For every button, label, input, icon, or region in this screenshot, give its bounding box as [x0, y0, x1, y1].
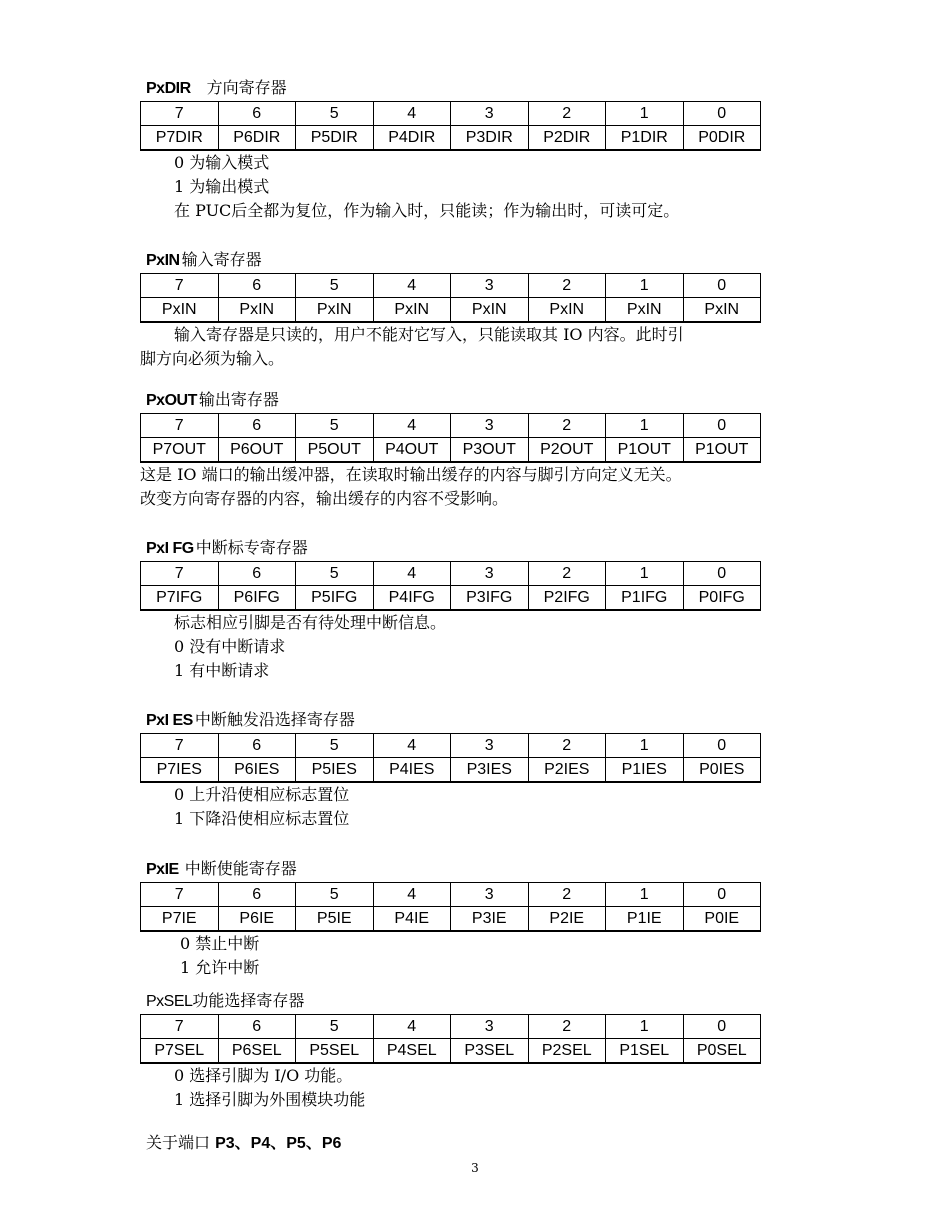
bit-number: 0	[683, 414, 761, 438]
ports-heading	[146, 1132, 341, 1155]
bit-number: 6	[218, 883, 296, 907]
bit-name: P1DIR	[606, 126, 684, 151]
bit-name: P4OUT	[373, 438, 451, 463]
page-number: 3	[471, 1161, 479, 1175]
note-line: 1 下降沿使相应标志置位	[174, 809, 350, 828]
register-section-pxout	[140, 390, 780, 511]
bit-name: P4IFG	[373, 586, 451, 611]
section-heading	[146, 250, 780, 270]
bit-number: 1	[606, 1015, 684, 1039]
bit-number: 3	[451, 274, 529, 298]
register-section-pxie	[140, 859, 780, 980]
bit-number: 7	[141, 274, 219, 298]
paragraph-line: 改变方向寄存器的内容，输出缓存的内容不受影响。	[140, 489, 509, 508]
note-line: 1 为输出模式	[174, 177, 270, 196]
bit-name: P3IE	[451, 907, 529, 932]
bit-number-row	[141, 1015, 761, 1039]
bit-name: P6IFG	[218, 586, 296, 611]
bit-number-row	[141, 883, 761, 907]
bit-number: 3	[451, 1015, 529, 1039]
bit-number: 3	[451, 734, 529, 758]
bit-number: 2	[528, 734, 606, 758]
register-name: PxOUT	[146, 392, 197, 409]
bit-name: P2IFG	[528, 586, 606, 611]
register-section-pxin	[140, 250, 780, 371]
bit-number-row	[141, 734, 761, 758]
bit-name: PxIN	[528, 298, 606, 323]
register-table	[140, 101, 761, 151]
bit-name: P6DIR	[218, 126, 296, 151]
bit-name: P3IES	[451, 758, 529, 783]
bit-number: 3	[451, 414, 529, 438]
bit-number: 2	[528, 562, 606, 586]
bit-number-row	[141, 102, 761, 126]
bit-number: 7	[141, 414, 219, 438]
section-heading	[146, 991, 780, 1011]
bit-number: 7	[141, 562, 219, 586]
bit-name: P1OUT	[606, 438, 684, 463]
paragraph-line: 输入寄存器是只读的，用户不能对它写入，只能读取其 IO 内容。此时引	[174, 325, 684, 344]
bit-name-row	[141, 758, 761, 783]
bit-name: P0SEL	[683, 1039, 761, 1064]
bit-name: P0DIR	[683, 126, 761, 151]
bit-number: 5	[296, 102, 374, 126]
note-line: 0 上升沿使相应标志置位	[174, 785, 350, 804]
bit-name-row	[141, 126, 761, 151]
bit-name: PxIN	[451, 298, 529, 323]
bit-number: 1	[606, 734, 684, 758]
bit-name: P0IE	[683, 907, 761, 932]
section-heading	[146, 78, 780, 98]
bit-name: P7OUT	[141, 438, 219, 463]
bit-number: 0	[683, 274, 761, 298]
bit-name: P6OUT	[218, 438, 296, 463]
section-heading	[146, 538, 780, 558]
bit-name: P1OUT	[683, 438, 761, 463]
bit-name: P7IE	[141, 907, 219, 932]
bit-number: 6	[218, 102, 296, 126]
register-name: PxI FG	[146, 540, 194, 557]
register-section-pxifg	[140, 538, 780, 683]
bit-name: PxIN	[373, 298, 451, 323]
bit-number-row	[141, 562, 761, 586]
bit-name: PxIN	[218, 298, 296, 323]
bit-number: 0	[683, 562, 761, 586]
bit-name: P2OUT	[528, 438, 606, 463]
bit-number-row	[141, 274, 761, 298]
bit-name: P3OUT	[451, 438, 529, 463]
bit-name-row	[141, 1039, 761, 1064]
bit-name: P3DIR	[451, 126, 529, 151]
bit-number: 4	[373, 562, 451, 586]
register-description: 中断触发沿选择寄存器	[194, 710, 355, 729]
bit-name-row	[141, 907, 761, 932]
bit-name: P4DIR	[373, 126, 451, 151]
bit-name: P2IES	[528, 758, 606, 783]
bit-number: 4	[373, 414, 451, 438]
ports-heading-list: P3、P4、P5、P6	[215, 1135, 342, 1152]
note-line: 0 没有中断请求	[174, 637, 286, 656]
bit-number: 1	[606, 562, 684, 586]
note-line: 在 PUC后全都为复位，作为输入时，只能读；作为输出时，可读可定。	[174, 201, 680, 220]
bit-number: 4	[373, 883, 451, 907]
bit-number: 4	[373, 1015, 451, 1039]
register-name: PxDIR	[146, 80, 191, 97]
bit-name: P5DIR	[296, 126, 374, 151]
bit-number: 5	[296, 883, 374, 907]
bit-number: 7	[141, 734, 219, 758]
bit-number: 6	[218, 734, 296, 758]
bit-number: 1	[606, 414, 684, 438]
bit-number: 1	[606, 274, 684, 298]
bit-name: P3SEL	[451, 1039, 529, 1064]
note-line: 0 禁止中断	[180, 934, 260, 953]
bit-name: P5OUT	[296, 438, 374, 463]
register-table	[140, 1014, 761, 1064]
bit-number: 0	[683, 734, 761, 758]
bit-name: PxIN	[141, 298, 219, 323]
bit-name: P1IE	[606, 907, 684, 932]
register-name: PxIN	[146, 252, 180, 269]
bit-number: 7	[141, 883, 219, 907]
bit-number: 6	[218, 414, 296, 438]
bit-number: 5	[296, 274, 374, 298]
register-table	[140, 413, 761, 463]
bit-name: P5IE	[296, 907, 374, 932]
register-table	[140, 273, 761, 323]
bit-name: P7DIR	[141, 126, 219, 151]
note-line: 0 为输入模式	[174, 153, 270, 172]
bit-number: 0	[683, 102, 761, 126]
register-section-pxdir	[140, 78, 780, 223]
bit-number: 3	[451, 883, 529, 907]
register-name: PxIE	[146, 861, 179, 878]
section-heading	[146, 710, 780, 730]
bit-name: P5IES	[296, 758, 374, 783]
bit-name: P4IES	[373, 758, 451, 783]
bit-name: P2SEL	[528, 1039, 606, 1064]
bit-number: 2	[528, 274, 606, 298]
bit-number: 1	[606, 883, 684, 907]
register-description: 功能选择寄存器	[192, 991, 305, 1010]
bit-number: 6	[218, 1015, 296, 1039]
bit-name-row	[141, 298, 761, 323]
bit-number: 7	[141, 1015, 219, 1039]
register-name: PxSEL	[146, 993, 193, 1010]
bit-number: 6	[218, 274, 296, 298]
bit-number: 2	[528, 1015, 606, 1039]
register-description: 方向寄存器	[206, 78, 287, 97]
bit-name: PxIN	[296, 298, 374, 323]
bit-name: P1IFG	[606, 586, 684, 611]
register-section-pxsel	[140, 991, 780, 1112]
note-line: 1 选择引脚为外围模块功能	[174, 1090, 366, 1109]
bit-number: 5	[296, 734, 374, 758]
bit-name: P0IFG	[683, 586, 761, 611]
bit-name: P6SEL	[218, 1039, 296, 1064]
bit-number: 6	[218, 562, 296, 586]
bit-number: 5	[296, 414, 374, 438]
ports-heading-prefix: 关于端口	[146, 1133, 211, 1152]
bit-number: 1	[606, 102, 684, 126]
section-heading	[146, 390, 780, 410]
note-line: 0 选择引脚为 I/O 功能。	[174, 1066, 353, 1085]
bit-name: P7SEL	[141, 1039, 219, 1064]
bit-name: P0IES	[683, 758, 761, 783]
bit-name: P7IFG	[141, 586, 219, 611]
paragraph-line: 这是 IO 端口的输出缓冲器，在读取时输出缓存的内容与脚引方向定义无关。	[140, 465, 682, 484]
bit-name: P3IFG	[451, 586, 529, 611]
bit-number: 2	[528, 883, 606, 907]
bit-name: P7IES	[141, 758, 219, 783]
bit-number: 3	[451, 562, 529, 586]
bit-number: 4	[373, 734, 451, 758]
bit-number: 5	[296, 1015, 374, 1039]
register-description: 中断使能寄存器	[184, 859, 297, 878]
bit-number: 3	[451, 102, 529, 126]
bit-number: 4	[373, 274, 451, 298]
bit-number: 4	[373, 102, 451, 126]
section-heading	[146, 859, 780, 879]
bit-name: P4IE	[373, 907, 451, 932]
bit-name: P2IE	[528, 907, 606, 932]
bit-name: P5SEL	[296, 1039, 374, 1064]
bit-name: P5IFG	[296, 586, 374, 611]
register-table	[140, 882, 761, 932]
bit-name: P2DIR	[528, 126, 606, 151]
bit-number: 0	[683, 883, 761, 907]
bit-number-row	[141, 414, 761, 438]
bit-name: PxIN	[606, 298, 684, 323]
note-line: 1 有中断请求	[174, 661, 270, 680]
register-description: 中断标专寄存器	[195, 538, 308, 557]
bit-number: 2	[528, 102, 606, 126]
register-name: PxI ES	[146, 712, 193, 729]
register-description: 输入寄存器	[181, 250, 262, 269]
paragraph-line: 脚方向必须为输入。	[140, 349, 285, 368]
bit-number: 5	[296, 562, 374, 586]
note-line: 1 允许中断	[180, 958, 260, 977]
register-section-pxies	[140, 710, 780, 831]
register-table	[140, 561, 761, 611]
register-description: 输出寄存器	[198, 390, 279, 409]
bit-number: 0	[683, 1015, 761, 1039]
register-table	[140, 733, 761, 783]
bit-name-row	[141, 586, 761, 611]
bit-name: P1SEL	[606, 1039, 684, 1064]
bit-name: P6IES	[218, 758, 296, 783]
bit-number: 2	[528, 414, 606, 438]
bit-number: 7	[141, 102, 219, 126]
note-line: 标志相应引脚是否有待处理中断信息。	[174, 613, 447, 632]
bit-name: P4SEL	[373, 1039, 451, 1064]
bit-name: P1IES	[606, 758, 684, 783]
bit-name: P6IE	[218, 907, 296, 932]
bit-name-row	[141, 438, 761, 463]
bit-name: PxIN	[683, 298, 761, 323]
